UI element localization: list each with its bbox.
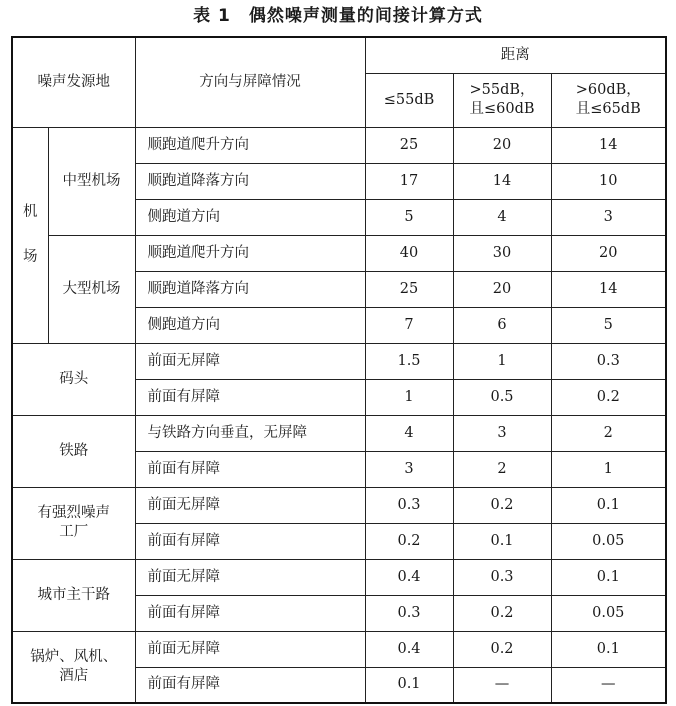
value-cell: 0.05 [551,595,666,631]
value-cell: 0.2 [365,523,453,559]
condition-cell: 侧跑道方向 [135,199,365,235]
value-cell: 20 [453,271,551,307]
value-cell: 0.2 [551,379,666,415]
value-cell: 30 [453,235,551,271]
value-cell: 20 [453,127,551,163]
airport-label-char1: 机 [23,204,38,220]
value-cell: 0.1 [453,523,551,559]
condition-cell: 前面有屏障 [135,451,365,487]
condition-cell: 前面无屏障 [135,631,365,667]
group-label-arterial-road: 城市主干路 [12,559,135,631]
large-airport-label: 大型机场 [48,235,135,343]
table-row [12,343,666,379]
value-cell: 3 [365,451,453,487]
header-direction: 方向与屏障情况 [135,37,365,127]
header-col-le55: ≤55dB [365,73,453,127]
value-cell: 0.3 [551,343,666,379]
group-label-boiler-line1: 锅炉、风机、 [30,648,118,665]
value-cell: 0.1 [551,487,666,523]
table-row [12,487,666,523]
value-cell: 0.1 [365,667,453,703]
value-cell: — [551,667,666,703]
value-cell: 0.2 [453,595,551,631]
condition-cell: 顺跑道爬升方向 [135,235,365,271]
value-cell: 14 [551,127,666,163]
header-col-55-60-line2: 且≤60dB [469,101,535,117]
table-row [12,127,666,163]
value-cell: 6 [453,307,551,343]
value-cell: 3 [453,415,551,451]
condition-cell: 与铁路方向垂直，无屏障 [135,415,365,451]
value-cell: — [453,667,551,703]
condition-cell: 前面无屏障 [135,487,365,523]
value-cell: 0.3 [365,595,453,631]
value-cell: 25 [365,271,453,307]
value-cell: 5 [551,307,666,343]
value-cell: 4 [453,199,551,235]
value-cell: 1 [453,343,551,379]
table-title: 表 1 偶然噪声测量的间接计算方式 [193,6,483,26]
header-col-60-65 [551,73,666,127]
header-distance: 距离 [365,37,666,73]
group-label-factory-line2: 工厂 [59,524,89,540]
airport-label-char2: 场 [23,249,38,265]
value-cell: 14 [453,163,551,199]
group-label-dock: 码头 [12,343,135,415]
condition-cell: 前面无屏障 [135,343,365,379]
condition-cell: 前面有屏障 [135,667,365,703]
value-cell: 2 [551,415,666,451]
medium-airport-label: 中型机场 [48,127,135,235]
value-cell: 40 [365,235,453,271]
condition-cell: 顺跑道降落方向 [135,271,365,307]
value-cell: 2 [453,451,551,487]
table-row [12,415,666,451]
value-cell: 0.3 [365,487,453,523]
value-cell: 1 [551,451,666,487]
group-label-factory [12,487,135,559]
value-cell: 3 [551,199,666,235]
value-cell: 0.2 [453,631,551,667]
value-cell: 20 [551,235,666,271]
value-cell: 10 [551,163,666,199]
noise-distance-table [11,36,667,704]
condition-cell: 前面有屏障 [135,523,365,559]
value-cell: 0.05 [551,523,666,559]
group-label-railway: 铁路 [12,415,135,487]
value-cell: 5 [365,199,453,235]
condition-cell: 顺跑道降落方向 [135,163,365,199]
condition-cell: 前面有屏障 [135,379,365,415]
group-label-boiler-line2: 酒店 [59,667,89,684]
header-col-55-60-line1: >55dB， [469,82,535,98]
header-col-60-65-line2: 且≤65dB [575,101,641,117]
table-row [12,559,666,595]
value-cell: 0.5 [453,379,551,415]
header-col-55-60 [453,73,551,127]
condition-cell: 前面无屏障 [135,559,365,595]
value-cell: 0.1 [551,631,666,667]
group-label-factory-line1: 有强烈噪声 [37,505,110,521]
value-cell: 1 [365,379,453,415]
airport-label [12,127,48,343]
table-row [12,235,666,271]
value-cell: 17 [365,163,453,199]
value-cell: 0.1 [551,559,666,595]
condition-cell: 顺跑道爬升方向 [135,127,365,163]
value-cell: 0.2 [453,487,551,523]
value-cell: 0.4 [365,631,453,667]
value-cell: 7 [365,307,453,343]
value-cell: 25 [365,127,453,163]
condition-cell: 前面有屏障 [135,595,365,631]
header-source: 噪声发源地 [12,37,135,127]
condition-cell: 侧跑道方向 [135,307,365,343]
value-cell: 4 [365,415,453,451]
value-cell: 1.5 [365,343,453,379]
group-label-boiler [12,631,135,703]
value-cell: 0.4 [365,559,453,595]
value-cell: 0.3 [453,559,551,595]
table-row [12,631,666,667]
value-cell: 14 [551,271,666,307]
header-col-60-65-line1: >60dB， [575,82,641,98]
